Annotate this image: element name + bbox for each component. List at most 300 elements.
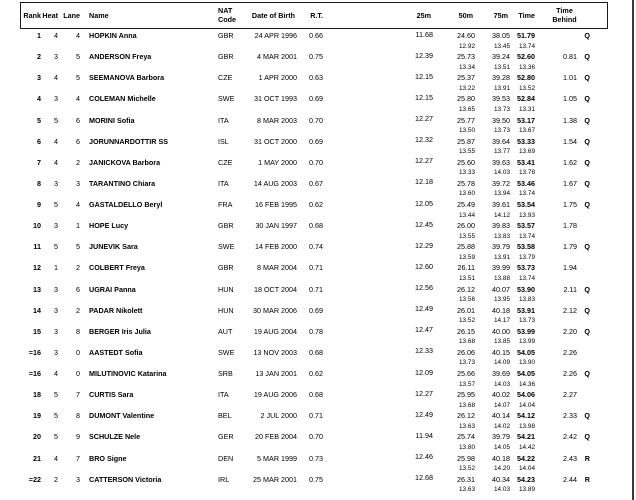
split-25m-cell: 12.45 <box>415 219 433 229</box>
split-50m-cell: 25.60 13.33 <box>457 157 475 177</box>
reaction-time-cell: 0.71 <box>309 411 323 421</box>
name-cell: COLEMAN Michelle <box>89 94 156 104</box>
name-cell: GASTALDELLO Beryl <box>89 200 163 209</box>
nat-code-cell: GER <box>218 432 234 442</box>
reaction-time-cell: 0.71 <box>309 263 323 273</box>
time-cell: 52.80 13.52 <box>517 73 535 92</box>
rank-cell: 14 <box>33 305 41 315</box>
heat-cell: 3 <box>54 52 58 62</box>
lane-cell: 7 <box>76 390 80 400</box>
split-25m-cell: 12.32 <box>415 135 433 145</box>
nat-code-cell: ITA <box>218 390 229 400</box>
time-cell: 54.23 13.89 <box>517 474 535 494</box>
reaction-time-cell: 0.73 <box>309 453 323 463</box>
table-row <box>21 327 592 348</box>
time-behind-cell: 2.43 R <box>537 454 592 475</box>
reaction-time-cell: 0.62 <box>309 369 323 378</box>
split-50m-cell: 25.78 13.60 <box>457 178 475 198</box>
split-75m-cell: 39.79 14.05 <box>492 432 510 451</box>
lane-cell: 4 <box>76 31 80 40</box>
rank-cell: 6 <box>37 136 41 146</box>
split-25m-cell: 12.05 <box>415 198 433 208</box>
lane-cell: 7 <box>76 453 80 463</box>
col-header-time-behind: Time Behind <box>552 6 577 24</box>
rank-cell: 15 <box>33 326 41 336</box>
qualification-badge: R <box>584 453 590 463</box>
rank-cell: 3 <box>37 73 41 83</box>
date-of-birth-cell: 1 MAY 2000 <box>258 157 297 167</box>
date-of-birth-cell: 30 MAR 2006 <box>253 305 297 315</box>
split-75m-cell: 39.79 13.91 <box>492 242 510 261</box>
split-25m-cell: 11.94 <box>415 430 433 440</box>
heat-cell: 3 <box>54 326 58 336</box>
split-75m-cell: 39.72 13.94 <box>492 178 510 198</box>
time-behind-cell: 1.75 Q <box>537 200 592 221</box>
heat-cell: 3 <box>54 284 58 294</box>
time-cell: 53.41 13.78 <box>517 157 535 177</box>
split-50m-cell: 26.12 13.63 <box>457 411 475 430</box>
qualification-badge: Q <box>584 326 590 336</box>
nat-code-cell: SRB <box>218 369 233 378</box>
lane-cell: 2 <box>76 305 80 315</box>
time-behind-cell: 1.79 Q <box>537 242 592 263</box>
rank-cell: 9 <box>37 200 41 209</box>
name-cell: JORUNNARDOTTIR SS <box>89 136 169 146</box>
qualification-badge: Q <box>584 115 590 125</box>
table-row <box>21 369 592 390</box>
rank-cell: 21 <box>33 453 41 463</box>
heat-cell: 3 <box>54 94 58 104</box>
split-50m-cell: 25.98 13.52 <box>457 453 475 472</box>
rank-cell: 19 <box>33 411 41 421</box>
qualification-badge: Q <box>584 369 590 378</box>
nat-code-cell: DEN <box>218 453 234 463</box>
split-25m-cell: 12.27 <box>415 114 433 123</box>
qualification-badge: Q <box>584 52 590 62</box>
date-of-birth-cell: 30 JAN 1997 <box>255 221 297 231</box>
time-behind-cell: 2.26 <box>537 348 592 369</box>
split-75m-cell: 38.05 13.45 <box>492 31 510 50</box>
rank-cell: 10 <box>33 221 41 231</box>
qualification-badge: Q <box>584 157 590 167</box>
table-row <box>21 116 592 137</box>
qualification-badge: Q <box>584 305 590 315</box>
split-25m-cell: 12.68 <box>415 473 433 483</box>
qualification-badge: R <box>584 474 590 484</box>
nat-code-cell: SWE <box>218 347 235 357</box>
page-edge-line <box>632 0 634 500</box>
lane-cell: 4 <box>76 94 80 104</box>
heat-cell: 4 <box>54 369 58 378</box>
lane-cell: 5 <box>76 52 80 62</box>
reaction-time-cell: 0.68 <box>309 390 323 400</box>
name-cell: BERGER Iris Julia <box>89 326 151 336</box>
reaction-time-cell: 0.68 <box>309 221 323 231</box>
time-cell: 53.46 13.74 <box>517 178 535 198</box>
col-header-reaction-time: R.T. <box>310 10 323 20</box>
nat-code-cell: AUT <box>218 326 233 336</box>
qualification-badge <box>577 348 592 369</box>
split-75m-cell: 39.53 13.73 <box>492 94 510 113</box>
date-of-birth-cell: 31 OCT 2000 <box>253 136 297 146</box>
time-cell: 54.05 13.90 <box>517 347 535 367</box>
rank-cell: 11 <box>33 242 41 252</box>
col-header-heat: Heat <box>42 10 58 20</box>
lane-cell: 6 <box>76 136 80 146</box>
time-cell: 54.05 14.36 <box>517 369 535 388</box>
lane-cell: 6 <box>76 115 80 125</box>
rank-cell: 1 <box>37 31 41 40</box>
time-cell: 53.91 13.73 <box>517 305 535 325</box>
table-row <box>21 242 592 263</box>
reaction-time-cell: 0.67 <box>309 178 323 188</box>
split-25m-cell: 12.27 <box>415 156 433 166</box>
split-75m-cell: 39.61 14.12 <box>492 200 510 219</box>
qualification-badge: Q <box>584 73 590 83</box>
split-50m-cell: 25.87 13.55 <box>457 136 475 156</box>
table-row <box>21 94 592 115</box>
heat-cell: 2 <box>54 474 58 484</box>
table-row <box>21 179 592 200</box>
time-behind-cell: 1.54 Q <box>537 137 592 158</box>
rank-cell: 12 <box>33 263 41 273</box>
split-50m-cell: 24.60 12.92 <box>457 31 475 50</box>
split-25m-cell: 12.49 <box>415 409 433 419</box>
heat-cell: 5 <box>54 200 58 209</box>
lane-cell: 8 <box>76 326 80 336</box>
qualification-badge <box>577 263 592 284</box>
time-behind-cell: 1.38 Q <box>537 116 592 137</box>
col-header-rank: Rank <box>23 10 41 20</box>
split-75m-cell: 40.00 13.85 <box>492 326 510 346</box>
lane-cell: 2 <box>76 263 80 273</box>
nat-code-cell: ITA <box>218 115 229 125</box>
heat-cell: 4 <box>54 453 58 463</box>
time-behind-cell <box>537 31 592 52</box>
split-75m-cell: 40.18 14.20 <box>492 453 510 472</box>
heat-cell: 5 <box>54 390 58 400</box>
nat-code-cell: GBR <box>218 263 234 273</box>
date-of-birth-cell: 5 MAR 1999 <box>257 453 297 463</box>
date-of-birth-cell: 4 MAR 2001 <box>257 52 297 62</box>
table-row <box>21 158 592 179</box>
table-row <box>21 200 592 221</box>
split-50m-cell: 26.01 13.52 <box>457 305 475 325</box>
name-cell: MILUTINOVIC Katarina <box>89 369 167 378</box>
col-header-lane: Lane <box>63 10 80 20</box>
split-25m-cell: 12.29 <box>415 240 433 250</box>
date-of-birth-cell: 25 MAR 2001 <box>253 474 297 484</box>
lane-cell: 3 <box>76 178 80 188</box>
date-of-birth-cell: 24 APR 1996 <box>254 31 297 40</box>
split-50m-cell: 26.06 13.73 <box>457 347 475 367</box>
split-75m-cell: 40.14 14.02 <box>492 411 510 430</box>
time-cell: 51.79 13.74 <box>517 31 535 50</box>
reaction-time-cell: 0.71 <box>309 284 323 294</box>
reaction-time-cell: 0.70 <box>309 115 323 125</box>
split-75m-cell: 39.28 13.91 <box>492 73 510 92</box>
split-75m-cell: 39.64 13.77 <box>492 136 510 156</box>
date-of-birth-cell: 20 FEB 2004 <box>255 432 297 442</box>
name-cell: ANDERSON Freya <box>89 52 152 62</box>
table-row <box>21 390 592 411</box>
time-behind-cell: 1.01 Q <box>537 73 592 94</box>
split-25m-cell: 12.60 <box>415 261 433 271</box>
table-row <box>21 454 592 475</box>
qualification-badge: Q <box>584 411 590 421</box>
date-of-birth-cell: 8 MAR 2003 <box>257 115 297 125</box>
col-header-name: Name <box>89 10 109 20</box>
split-25m-cell: 12.47 <box>415 325 433 335</box>
time-behind-cell: 1.67 Q <box>537 179 592 200</box>
table-row <box>21 285 592 306</box>
reaction-time-cell: 0.78 <box>309 326 323 336</box>
time-cell: 53.73 13.74 <box>517 263 535 282</box>
split-75m-cell: 40.02 14.07 <box>492 390 510 409</box>
lane-cell: 6 <box>76 284 80 294</box>
results-rows <box>21 31 592 496</box>
name-cell: JUNEVIK Sara <box>89 242 138 252</box>
time-behind-cell: 1.78 <box>537 221 592 242</box>
table-row <box>21 73 592 94</box>
time-behind-cell: 2.12 Q <box>537 306 592 327</box>
time-cell: 52.84 13.31 <box>517 94 535 113</box>
date-of-birth-cell: 19 AUG 2004 <box>253 326 297 336</box>
split-50m-cell: 25.49 13.44 <box>457 200 475 219</box>
name-cell: HOPE Lucy <box>89 221 129 231</box>
time-behind-cell: 2.33 Q <box>537 411 592 432</box>
time-cell: 54.06 14.04 <box>517 390 535 409</box>
col-header-75m: 75m <box>493 10 508 20</box>
heat-cell: 3 <box>54 347 58 357</box>
nat-code-cell: BEL <box>218 411 232 421</box>
date-of-birth-cell: 16 FEB 1995 <box>255 200 297 209</box>
split-75m-cell: 39.63 14.03 <box>492 157 510 177</box>
split-50m-cell: 26.31 13.63 <box>457 474 475 494</box>
qualification-badge: Q <box>584 178 590 188</box>
reaction-time-cell: 0.62 <box>309 200 323 209</box>
split-25m-cell: 12.49 <box>415 304 433 314</box>
heat-cell: 1 <box>54 263 58 273</box>
name-cell: HOPKIN Anna <box>89 31 137 40</box>
name-cell: TARANTINO Chiara <box>89 178 156 188</box>
qualification-badge: Q <box>584 136 590 146</box>
heat-cell: 4 <box>54 73 58 83</box>
lane-cell: 3 <box>76 474 80 484</box>
date-of-birth-cell: 14 FEB 2000 <box>255 242 297 252</box>
nat-code-cell: GBR <box>218 31 234 40</box>
split-50m-cell: 25.74 13.80 <box>457 432 475 451</box>
lane-cell: 2 <box>76 157 80 167</box>
time-behind-cell: 1.05 Q <box>537 94 592 115</box>
time-cell: 53.90 13.83 <box>517 284 535 303</box>
split-75m-cell: 39.50 13.73 <box>492 115 510 134</box>
name-cell: JANICKOVA Barbora <box>89 157 161 167</box>
lane-cell: 1 <box>76 221 80 231</box>
date-of-birth-cell: 31 OCT 1993 <box>253 94 297 104</box>
lane-cell: 8 <box>76 411 80 421</box>
split-50m-cell: 25.37 13.22 <box>457 73 475 92</box>
heat-cell: 3 <box>54 178 58 188</box>
nat-code-cell: FRA <box>218 200 233 209</box>
reaction-time-cell: 0.63 <box>309 73 323 83</box>
split-75m-cell: 40.15 14.09 <box>492 347 510 367</box>
split-25m-cell: 12.18 <box>415 177 433 187</box>
col-header-nat-code: NAT Code <box>218 6 236 24</box>
nat-code-cell: HUN <box>218 284 234 294</box>
nat-code-cell: ISL <box>218 136 229 146</box>
date-of-birth-cell: 2 JUL 2000 <box>260 411 297 421</box>
time-behind-cell: 2.20 Q <box>537 327 592 348</box>
time-behind-cell: 2.27 <box>537 390 592 411</box>
split-25m-cell: 11.68 <box>415 29 433 39</box>
time-behind-cell: 0.81 Q <box>537 52 592 73</box>
nat-code-cell: GBR <box>218 221 234 231</box>
heat-cell: 4 <box>54 31 58 40</box>
time-cell: 53.17 13.67 <box>517 115 535 134</box>
time-cell: 53.58 13.79 <box>517 242 535 261</box>
rank-cell: 8 <box>37 178 41 188</box>
split-50m-cell: 25.88 13.59 <box>457 242 475 261</box>
date-of-birth-cell: 1 APR 2000 <box>258 73 297 83</box>
name-cell: CURTIS Sara <box>89 390 134 400</box>
rank-cell: 2 <box>37 52 41 62</box>
qualification-badge: Q <box>584 31 590 40</box>
nat-code-cell: CZE <box>218 157 233 167</box>
rank-cell: 7 <box>37 157 41 167</box>
heat-cell: 5 <box>54 411 58 421</box>
time-behind-cell: 1.62 Q <box>537 158 592 179</box>
reaction-time-cell: 0.70 <box>309 432 323 442</box>
time-behind-cell: 1.94 <box>537 263 592 284</box>
split-50m-cell: 26.11 13.51 <box>457 263 475 282</box>
split-75m-cell: 39.24 13.51 <box>492 52 510 71</box>
name-cell: UGRAI Panna <box>89 284 136 294</box>
table-row <box>21 432 592 453</box>
qualification-badge: Q <box>584 242 590 252</box>
time-cell: 53.33 13.69 <box>517 136 535 156</box>
nat-code-cell: HUN <box>218 305 234 315</box>
lane-cell: 5 <box>76 73 80 83</box>
heat-cell: 4 <box>54 136 58 146</box>
time-cell: 53.54 13.93 <box>517 200 535 219</box>
qualification-badge: Q <box>584 200 590 209</box>
qualification-badge <box>577 221 592 242</box>
split-25m-cell: 12.09 <box>415 367 433 377</box>
lane-cell: 5 <box>76 242 80 252</box>
rank-cell: =16 <box>28 347 41 357</box>
heat-cell: 3 <box>54 305 58 315</box>
time-behind-cell: 2.44 R <box>537 475 592 496</box>
split-50m-cell: 25.66 13.57 <box>457 369 475 388</box>
time-behind-cell: 2.42 Q <box>537 432 592 453</box>
split-50m-cell: 26.15 13.68 <box>457 326 475 346</box>
split-75m-cell: 39.69 14.03 <box>492 369 510 388</box>
qualification-badge <box>577 390 592 411</box>
qualification-badge: Q <box>584 432 590 442</box>
reaction-time-cell: 0.70 <box>309 157 323 167</box>
reaction-time-cell: 0.69 <box>309 136 323 146</box>
nat-code-cell: SWE <box>218 242 235 252</box>
split-50m-cell: 25.80 13.65 <box>457 94 475 113</box>
split-25m-cell: 12.27 <box>415 388 433 398</box>
table-row <box>21 137 592 158</box>
col-header-50m: 50m <box>458 10 473 20</box>
reaction-time-cell: 0.69 <box>309 94 323 104</box>
split-50m-cell: 25.95 13.68 <box>457 390 475 409</box>
table-row <box>21 411 592 432</box>
time-cell: 53.57 13.74 <box>517 221 535 240</box>
split-25m-cell: 12.15 <box>415 71 433 81</box>
table-row <box>21 306 592 327</box>
time-cell: 53.99 13.99 <box>517 326 535 346</box>
rank-cell: 18 <box>33 390 41 400</box>
split-75m-cell: 40.18 14.17 <box>492 305 510 325</box>
heat-cell: 5 <box>54 115 58 125</box>
name-cell: PADAR Nikolett <box>89 305 143 315</box>
nat-code-cell: SWE <box>218 94 235 104</box>
name-cell: COLBERT Freya <box>89 263 145 273</box>
table-header-row <box>21 3 592 29</box>
split-25m-cell: 12.15 <box>415 92 433 102</box>
lane-cell: 0 <box>76 369 80 378</box>
date-of-birth-cell: 18 OCT 2004 <box>253 284 297 294</box>
name-cell: DUMONT Valentine <box>89 411 155 421</box>
qualification-badge: Q <box>584 284 590 294</box>
split-25m-cell: 12.56 <box>415 283 433 292</box>
split-50m-cell: 25.77 13.50 <box>457 115 475 134</box>
rank-cell: =16 <box>28 369 41 378</box>
lane-cell: 9 <box>76 432 80 442</box>
reaction-time-cell: 0.75 <box>309 52 323 62</box>
split-25m-cell: 12.33 <box>415 346 433 356</box>
name-cell: SEEMANOVA Barbora <box>89 73 165 83</box>
qualification-badge: Q <box>584 94 590 104</box>
rank-cell: =22 <box>28 474 41 484</box>
date-of-birth-cell: 19 AUG 2006 <box>253 390 297 400</box>
table-row <box>21 221 592 242</box>
split-75m-cell: 40.07 13.95 <box>492 284 510 303</box>
name-cell: BRO Signe <box>89 453 127 463</box>
heat-cell: 5 <box>54 432 58 442</box>
rank-cell: 20 <box>33 432 41 442</box>
rank-cell: 4 <box>37 94 41 104</box>
col-header-time: Time <box>518 10 535 20</box>
reaction-time-cell: 0.75 <box>309 474 323 484</box>
heat-cell: 4 <box>54 157 58 167</box>
time-cell: 54.12 13.98 <box>517 411 535 430</box>
split-75m-cell: 40.34 14.03 <box>492 474 510 494</box>
table-row <box>21 31 592 52</box>
col-header-date-of-birth: Date of Birth <box>251 10 295 20</box>
split-50m-cell: 26.12 13.56 <box>457 284 475 303</box>
time-cell: 54.21 14.42 <box>517 432 535 451</box>
nat-code-cell: ITA <box>218 178 229 188</box>
rank-cell: 5 <box>37 115 41 125</box>
table-row <box>21 475 592 496</box>
lane-cell: 4 <box>76 200 80 209</box>
table-row <box>21 263 592 284</box>
time-behind-cell: 2.26 Q <box>537 369 592 390</box>
split-50m-cell: 26.00 13.55 <box>457 221 475 240</box>
lane-cell: 0 <box>76 347 80 357</box>
table-row <box>21 348 592 369</box>
time-cell: 52.60 13.36 <box>517 52 535 71</box>
table-row <box>21 52 592 73</box>
time-behind-cell: 2.11 Q <box>537 285 592 306</box>
rank-cell: 13 <box>33 284 41 294</box>
split-75m-cell: 39.99 13.88 <box>492 263 510 282</box>
